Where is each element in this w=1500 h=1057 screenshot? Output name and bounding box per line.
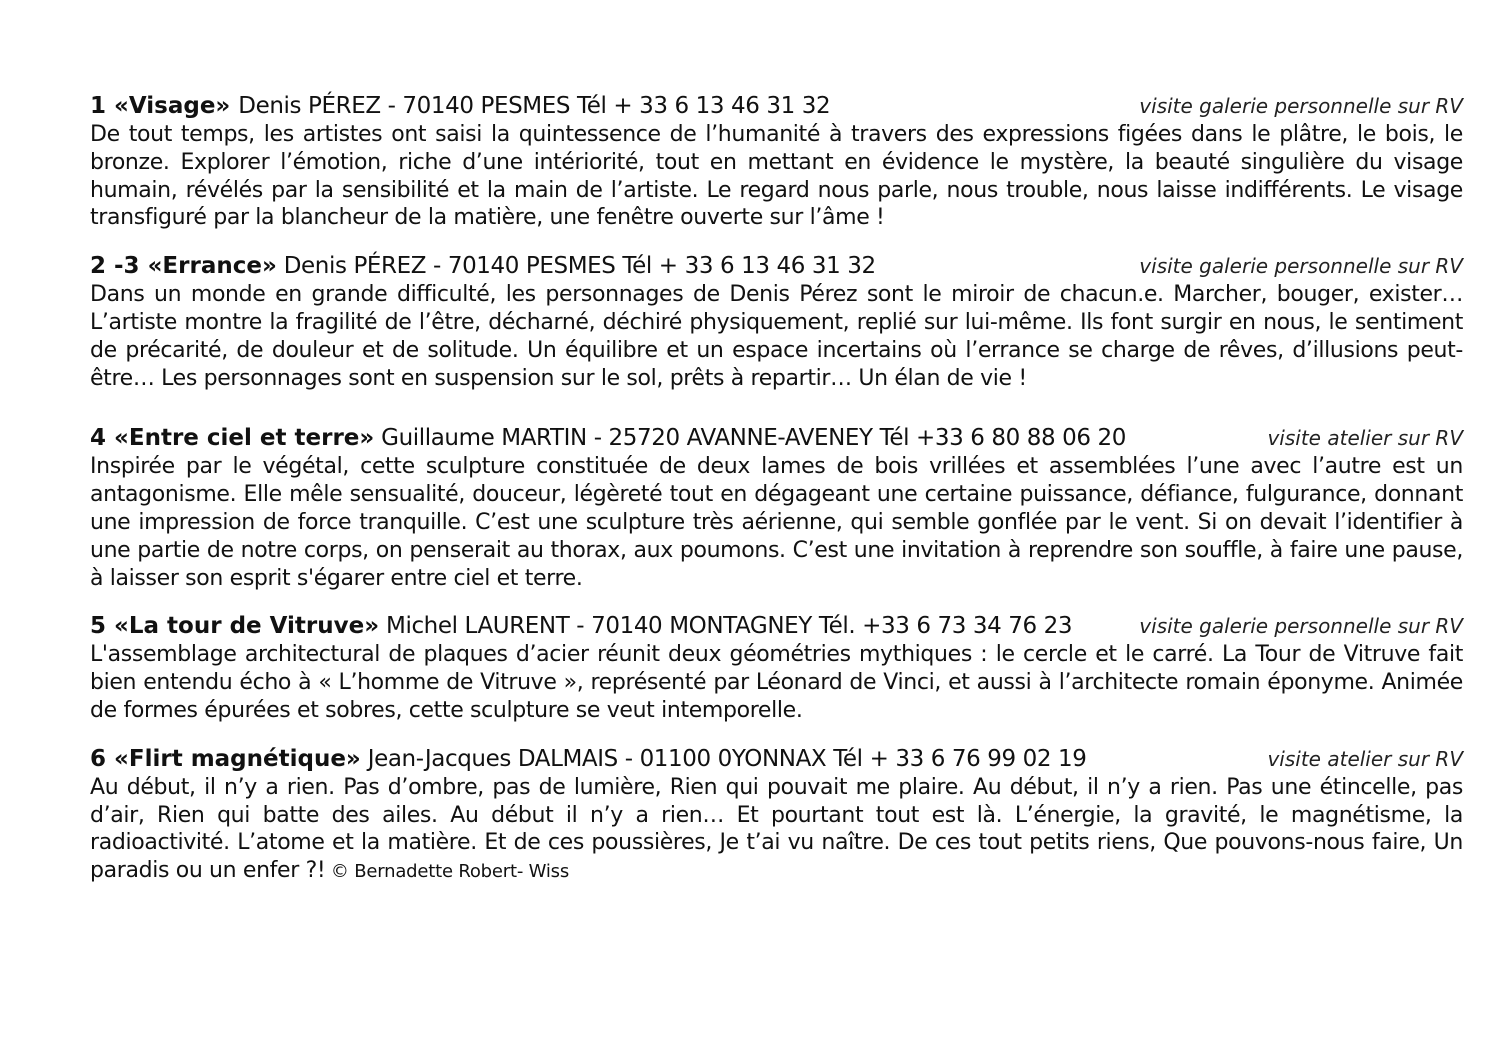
copyright-credit: © Bernadette Robert- Wiss <box>325 861 570 883</box>
artwork-entry-4 <box>90 424 1463 592</box>
artwork-title: 1 «Visage» <box>90 93 239 119</box>
page-frame <box>10 0 1490 1057</box>
visit-info: visite galerie personnelle sur RV <box>1139 94 1463 118</box>
artwork-description: L'assemblage architectural de plaques d’acier réunit deux géométries mythiques : le cercle et le carré. La Tour de Vitruve fait bien entendu écho à « L’homme de Vitruve », représenté par Léonard de Vinci, et aussi à l’architecte romain éponyme. Animée de formes épurées et sobres, cette sculpture se veut intemporelle. <box>90 642 1463 723</box>
entry-header <box>90 745 1463 774</box>
entry-header <box>90 252 1463 281</box>
visit-info: visite galerie personnelle sur RV <box>1139 614 1463 639</box>
artwork-description <box>90 774 1463 886</box>
visit-info: visite atelier sur RV <box>1267 426 1463 451</box>
artwork-title: 6 «Flirt magnétique» <box>90 745 361 772</box>
entry-header <box>90 92 1463 121</box>
artist-contact: Jean-Jacques DALMAIS - 01100 0YONNAX Tél + 33 6 76 99 02 19 <box>360 745 1087 772</box>
artwork-description: Dans un monde en grande difficulté, les personnages de Denis Pérez sont le miroir de chacun.e. Marcher, bouger, exister… L’artiste montre la fragilité de l’être, décharné, déchiré physiquement, replié sur lui-même. Ils font surgir en nous, le sentiment de précarité, de douleur et de solitude. Un équilibre et un espace incertains où l’errance se charge de rêves, d’illusions peut-être… Les personnages sont en suspension sur le sol, prêts à repartir… Un élan de vie ! <box>90 282 1463 391</box>
artwork-entry-6 <box>90 745 1463 886</box>
document-body <box>90 92 1463 886</box>
artwork-title: 2 -3 «Errance» <box>90 253 277 280</box>
artist-contact: Michel LAURENT - 70140 MONTAGNEY Tél. +33 6 73 34 76 23 <box>379 613 1073 640</box>
description-text: Au début, il n’y a rien. Pas d’ombre, pas de lumière, Rien qui pouvait me plaire. Au début, il n’y a rien. Pas une étincelle, pas d’air, Rien qui batte des ailes. Au début il n’y a rien… Et pourtant tout est là. L’énergie, la gravité, le magnétisme, la radioactivité. L’atome et la matière. Et de ces poussières, Je t’ai vu naître. De ces tout petits riens, Que pouvons-nous faire, Un paradis ou un enfer ?! <box>90 774 1463 884</box>
artist-contact: Denis PÉREZ - 70140 PESMES Tél + 33 6 13 46 31 32 <box>238 93 831 119</box>
entry-heading <box>90 612 1072 641</box>
artwork-description: Inspirée par le végétal, cette sculpture constituée de deux lames de bois vrillées et assemblées l’une avec l’autre est un antagonisme. Elle mêle sensualité, douceur, légèreté tout en dégageant une certaine puissance, défiance, fulgurance, donnant une impression de force tranquille. C’est une sculpture très aérienne, qui semble gonflée par le vent. Si on devait l’identifier à une partie de notre corps, on penserait au thorax, aux poumons. C’est une invitation à reprendre son souffle, à faire une pause, à laisser son esprit s'égarer entre ciel et terre. <box>90 454 1463 591</box>
artwork-entry-5 <box>90 612 1463 724</box>
entry-heading <box>90 745 1087 774</box>
entry-heading <box>90 424 1126 453</box>
artwork-title: 4 «Entre ciel et terre» <box>90 425 375 452</box>
artist-contact: Denis PÉREZ - 70140 PESMES Tél + 33 6 13 46 31 32 <box>276 253 876 280</box>
entry-header <box>90 424 1463 453</box>
entry-heading <box>90 252 876 281</box>
artwork-description: De tout temps, les artistes ont saisi la quintessence de l’humanité à travers des expressions figées dans le plâtre, le bois, le bronze. Explorer l’émotion, riche d’une intériorité, tout en mettant en évidence le mystère, la beauté singulière du visage humain, révélés par la sensibilité et la main de l’artiste. Le regard nous parle, nous trouble, nous laisse indifférents. Le visage transfiguré par la blancheur de la matière, une fenêtre ouverte sur l’âme ! <box>90 122 1463 231</box>
entry-heading <box>90 92 830 121</box>
artwork-title: 5 «La tour de Vitruve» <box>90 613 380 640</box>
artwork-entry-2 <box>90 252 1463 392</box>
visit-info: visite galerie personnelle sur RV <box>1139 254 1463 279</box>
artwork-entry-1 <box>90 92 1463 232</box>
visit-info: visite atelier sur RV <box>1267 746 1463 771</box>
entry-header <box>90 612 1463 641</box>
artist-contact: Guillaume MARTIN - 25720 AVANNE-AVENEY Tél +33 6 80 88 06 20 <box>374 425 1126 452</box>
